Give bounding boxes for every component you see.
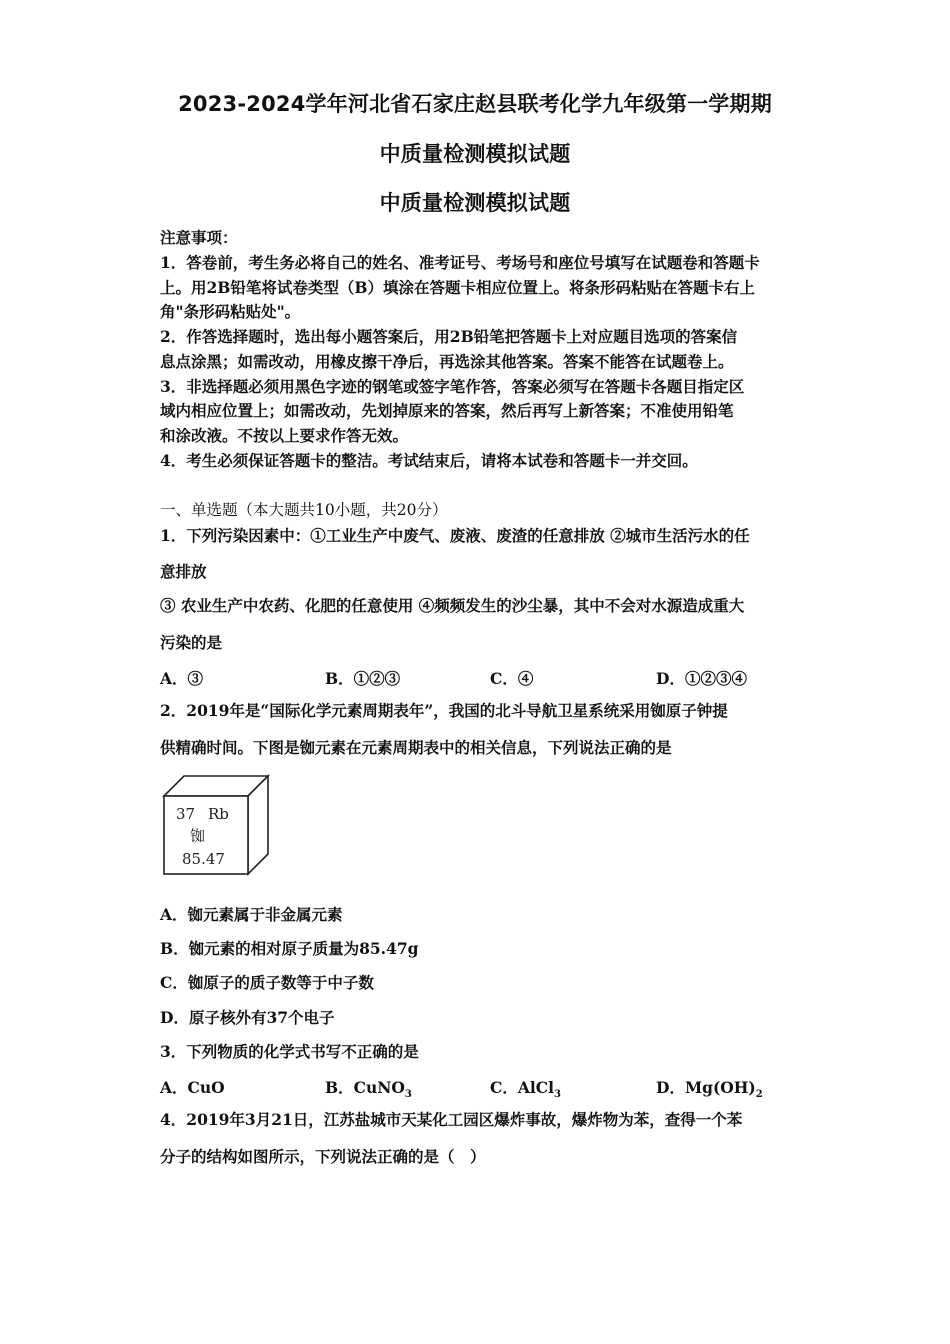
title-line-1: 2023-2024学年河北省石家庄赵县联考化学九年级第一学期期 <box>178 92 772 116</box>
q1-stem: 1．下列污染因素中：①工业生产中废气、废液、废渣的任意排放 ②城市生活污水的任 <box>160 526 750 545</box>
q3-stem: 3．下列物质的化学式书写不正确的是 <box>160 1042 419 1061</box>
q3-option-a <box>160 1076 225 1098</box>
option-label: A． <box>160 1078 188 1097</box>
q1-stem: 意排放 <box>160 562 207 581</box>
notice-line: 1．答卷前，考生务必将自己的姓名、准考证号、考场号和座位号填写在试题卷和答题卡 <box>160 253 760 272</box>
notice-line: 2．作答选择题时，选出每小题答案后，用2B铅笔把答题卡上对应题目选项的答案信 <box>160 327 738 346</box>
q1-option-d: D．①②③④ <box>656 669 747 688</box>
q2-option-d: D．原子核外有37个电子 <box>160 1008 335 1027</box>
formula: Mg(OH) <box>684 1078 756 1097</box>
formula: CuNO <box>353 1078 405 1097</box>
notice-line: 角"条形码粘贴处"。 <box>160 302 301 321</box>
q3-option-b <box>325 1076 412 1100</box>
formula-subscript: 2 <box>755 1089 763 1101</box>
notice-line: 3．非选择题必须用黑色字迹的钢笔或签字笔作答，答案必须写在答题卡各题目指定区 <box>160 377 745 396</box>
notice-line: 上。用2B铅笔将试卷类型（B）填涂在答题卡相应位置上。将条形码粘贴在答题卡右上 <box>160 278 755 297</box>
notice-line: 息点涂黑；如需改动，用橡皮擦干净后，再选涂其他答案。答案不能答在试题卷上。 <box>160 352 734 371</box>
notice-line: 域内相应位置上；如需改动，先划掉原来的答案，然后再写上新答案；不准使用铅笔 <box>160 401 734 420</box>
formula-subscript: 3 <box>553 1089 561 1101</box>
q4-stem: 4．2019年3月21日，江苏盐城市天某化工园区爆炸事故，爆炸物为苯，查得一个苯 <box>160 1110 743 1129</box>
q2-option-a: A．铷元素属于非金属元素 <box>160 905 343 924</box>
q2-stem: 供精确时间。下图是铷元素在元素周期表中的相关信息，下列说法正确的是 <box>160 738 672 757</box>
title-line-3: 中质量检测模拟试题 <box>379 191 571 215</box>
option-label: B． <box>325 1078 354 1097</box>
q2-option-b: B．铷元素的相对原子质量为85.47g <box>160 939 419 958</box>
q2-option-c: C．铷原子的质子数等于中子数 <box>160 973 374 992</box>
formula: AlCl <box>517 1078 554 1097</box>
q1-option-a: A．③ <box>160 669 204 688</box>
notice-line: 和涂改液。不按以上要求作答无效。 <box>160 426 409 445</box>
section-heading: 一、单选题（本大题共10小题，共20分） <box>160 501 448 519</box>
element-symbol: Rb <box>208 805 229 823</box>
q2-stem: 2．2019年是“国际化学元素周期表年”，我国的北斗导航卫星系统采用铷原子钟提 <box>160 701 728 720</box>
title-line-2: 中质量检测模拟试题 <box>379 142 571 166</box>
q3-option-d <box>656 1076 763 1100</box>
option-label: C． <box>490 1078 518 1097</box>
q3-options <box>160 1076 800 1101</box>
element-name: 铷 <box>190 827 206 845</box>
option-label: D． <box>656 1078 685 1097</box>
q1-option-c: C．④ <box>490 669 534 688</box>
element-number: 37 <box>176 805 196 823</box>
q3-option-c <box>490 1076 561 1100</box>
q1-stem: 污染的是 <box>160 633 223 652</box>
q1-options <box>160 667 800 687</box>
q1-option-b: B．①②③ <box>325 669 401 688</box>
element-card-rubidium <box>160 772 272 878</box>
notice-line: 4．考生必须保证答题卡的整洁。考试结束后，请将本试卷和答题卡一并交回。 <box>160 451 698 470</box>
q1-stem: ③ 农业生产中农药、化肥的任意使用 ④频频发生的沙尘暴，其中不会对水源造成重大 <box>160 596 745 615</box>
q4-stem: 分子的结构如图所示，下列说法正确的是（ ） <box>160 1147 486 1166</box>
formula-subscript: 3 <box>404 1089 412 1101</box>
notice-heading: 注意事项： <box>160 228 238 247</box>
formula: CuO <box>187 1078 225 1097</box>
element-mass: 85.47 <box>182 850 225 868</box>
